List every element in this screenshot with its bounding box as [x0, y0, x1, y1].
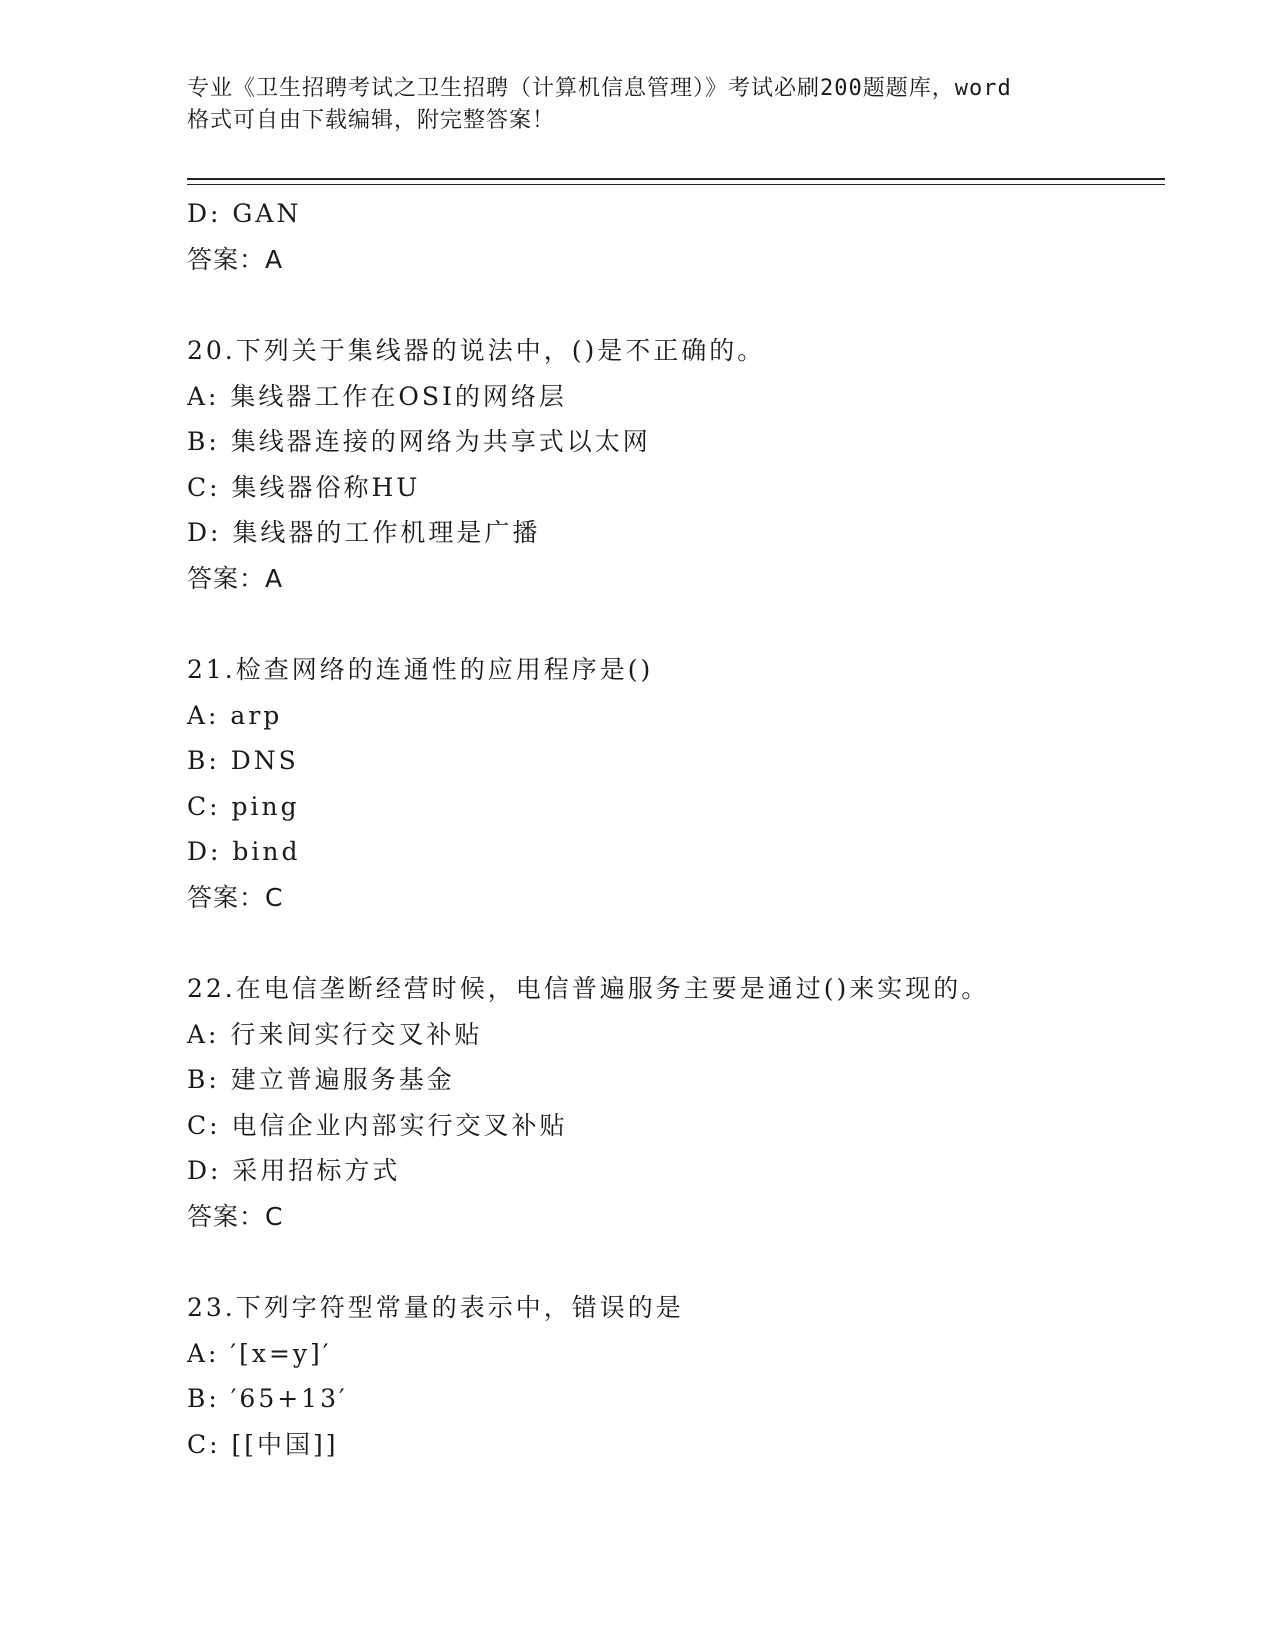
- question-21-option-b: B: DNS: [187, 746, 299, 775]
- header-line-2: 格式可自由下载编辑，附完整答案！: [187, 108, 556, 133]
- header-divider-thin: [187, 184, 1165, 185]
- question-22-option-d: D: 采用招标方式: [187, 1156, 401, 1185]
- header-line-1: 专业《卫生招聘考试之卫生招聘（计算机信息管理）》考试必刷200题题库，word: [187, 76, 1012, 101]
- prev-option-d: D: GAN: [187, 199, 302, 228]
- question-20-option-d: D: 集线器的工作机理是广播: [187, 518, 541, 547]
- question-21-stem: 21.检查网络的连通性的应用程序是(): [187, 655, 654, 684]
- question-list: [187, 191, 1165, 1467]
- question-23-option-a: A: ′[x=y]′: [187, 1338, 332, 1368]
- question-23-stem: 23.下列字符型常量的表示中，错误的是: [187, 1293, 684, 1322]
- question-22-answer: 答案：C: [187, 1201, 284, 1231]
- question-22-option-c: C: 电信企业内部实行交叉补贴: [187, 1110, 568, 1140]
- question-23-option-b: B: ′65+13′: [187, 1384, 348, 1413]
- question-21-option-a: A: arp: [187, 700, 283, 730]
- question-20-stem: 20.下列关于集线器的说法中，()是不正确的。: [187, 336, 766, 365]
- question-21-option-d: D: bind: [187, 837, 301, 866]
- question-20-option-b: B: 集线器连接的网络为共享式以太网: [187, 427, 651, 456]
- question-20-answer: 答案：A: [187, 563, 284, 593]
- prev-answer: 答案：A: [187, 244, 284, 274]
- question-22-option-a: A: 行来间实行交叉补贴: [187, 1019, 483, 1049]
- question-21-option-c: C: ping: [187, 791, 300, 821]
- header-divider: [187, 178, 1165, 180]
- question-20-option-a: A: 集线器工作在OSI的网络层: [187, 381, 567, 411]
- question-23-option-c: C: [[中国]]: [187, 1429, 339, 1459]
- document-header: [187, 73, 1087, 137]
- question-22-option-b: B: 建立普遍服务基金: [187, 1065, 455, 1094]
- question-20-option-c: C: 集线器俗称HU: [187, 472, 421, 502]
- question-21-answer: 答案：C: [187, 882, 284, 912]
- question-22-stem: 22.在电信垄断经营时候，电信普遍服务主要是通过()来实现的。: [187, 974, 990, 1003]
